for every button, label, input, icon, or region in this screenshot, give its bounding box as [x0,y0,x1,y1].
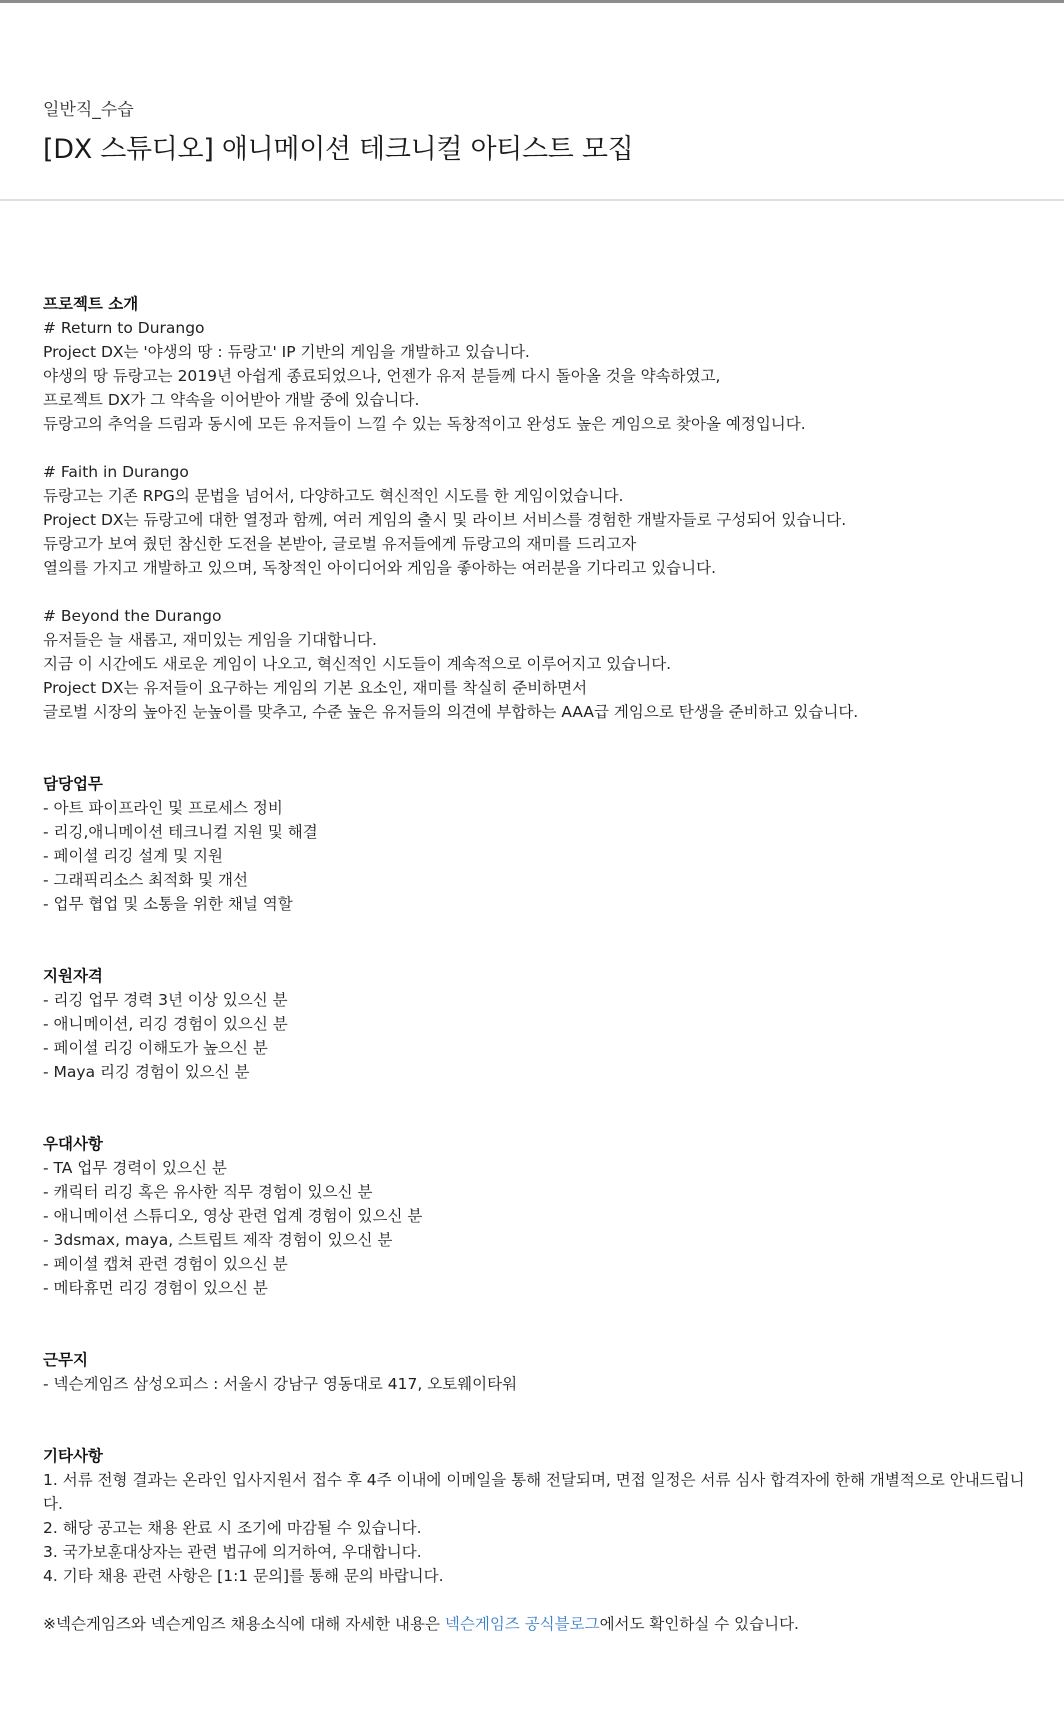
list-item: - 애니메이션, 리깅 경험이 있으신 분 [43,1015,288,1033]
spacer [43,1300,1028,1348]
paragraph-line: 글로벌 시장의 높아진 눈높이를 맞추고, 수준 높은 유저들의 의견에 부합하는 AAA급 게임으로 탄생을 준비하고 있습니다. [43,703,859,721]
blog-note-suffix: 에서도 확인하실 수 있습니다. [599,1615,799,1633]
paragraph-line: 야생의 땅 듀랑고는 2019년 아쉽게 종료되었으나, 언젠가 유저 분들께 다시 돌아올 것을 약속하였고, [43,367,721,385]
paragraph-line: # Return to Durango [43,319,205,337]
paragraph-line: # Faith in Durango [43,463,189,481]
page-title: [DX 스튜디오] 애니메이션 테크니컬 아티스트 모집 [43,134,634,165]
section-title-project: 프로젝트 소개 [43,295,139,313]
official-blog-link[interactable]: 넥슨게임즈 공식블로그 [444,1615,600,1633]
spacer [43,724,1028,772]
section-project [43,292,1028,724]
spacer [43,916,1028,964]
header-divider [0,199,1064,201]
posting-header [43,98,1023,169]
list-item: - 업무 협업 및 소통을 위한 채널 역할 [43,895,293,913]
spacer [43,1084,1028,1132]
list-item: 1. 서류 전형 결과는 온라인 입사지원서 접수 후 4주 이내에 이메일을 통해 전달되며, 면접 일정은 서류 심사 합격자에 한해 개별적으로 안내드립니다. [43,1471,1025,1513]
section-qualifications [43,964,1028,1084]
section-title-preferred: 우대사항 [43,1135,103,1153]
spacer [43,580,1028,604]
paragraph-line: Project DX는 '야생의 땅 : 듀랑고' IP 기반의 게임을 개발하고 있습니다. [43,343,530,361]
paragraph-line: Project DX는 듀랑고에 대한 열정과 함께, 여러 게임의 출시 및 라이브 서비스를 경험한 개발자들로 구성되어 있습니다. [43,511,847,529]
list-item: - Maya 리깅 경험이 있으신 분 [43,1063,250,1081]
paragraph-return-to-durango [43,316,1028,436]
list-item: - 넥슨게임즈 삼성오피스 : 서울시 강남구 영동대로 417, 오토웨이타워 [43,1375,518,1393]
paragraph-line: 프로젝트 DX가 그 약속을 이어받아 개발 중에 있습니다. [43,391,420,409]
paragraph-line: 지금 이 시간에도 새로운 게임이 나오고, 혁신적인 시도들이 계속적으로 이루어지고 있습니다. [43,655,672,673]
list-item: - TA 업무 경력이 있으신 분 [43,1159,227,1177]
spacer [43,1396,1028,1444]
blog-note-prefix: ※넥슨게임즈와 넥슨게임즈 채용소식에 대해 자세한 내용은 [43,1615,445,1633]
paragraph-line: # Beyond the Durango [43,607,222,625]
paragraph-line: Project DX는 유저들이 요구하는 게임의 기본 요소인, 재미를 착실히 준비하면서 [43,679,588,697]
paragraph-faith-in-durango [43,460,1028,580]
spacer [43,1588,1028,1612]
paragraph-line: 듀랑고는 기존 RPG의 문법을 넘어서, 다양하고도 혁신적인 시도를 한 게임이었습니다. [43,487,624,505]
list-item: - 리깅 업무 경력 3년 이상 있으신 분 [43,991,288,1009]
paragraph-line: 열의를 가지고 개발하고 있으며, 독창적인 아이디어와 게임을 좋아하는 여러분을 기다리고 있습니다. [43,559,717,577]
section-etc [43,1444,1028,1636]
paragraph-beyond-the-durango [43,604,1028,724]
section-title-duties: 담당업무 [43,775,103,793]
section-title-qualifications: 지원자격 [43,967,103,985]
list-item: - 페이셜 캡쳐 관련 경험이 있으신 분 [43,1255,288,1273]
blog-note [43,1612,1028,1636]
paragraph-line: 듀랑고의 추억을 드림과 동시에 모든 유저들이 느낄 수 있는 독창적이고 완성도 높은 게임으로 찾아올 예정입니다. [43,415,806,433]
posting-body [43,292,1028,1636]
list-item: - 페이셜 리깅 설계 및 지원 [43,847,223,865]
list-item: 3. 국가보훈대상자는 관련 법규에 의거하여, 우대합니다. [43,1543,422,1561]
paragraph-line: 유저들은 늘 새롭고, 재미있는 게임을 기대합니다. [43,631,377,649]
list-item: - 아트 파이프라인 및 프로세스 정비 [43,799,283,817]
job-category: 일반직_수습 [43,100,134,120]
spacer [43,436,1028,460]
list-item: - 캐릭터 리깅 혹은 유사한 직무 경험이 있으신 분 [43,1183,373,1201]
list-item: 2. 해당 공고는 채용 완료 시 조기에 마감될 수 있습니다. [43,1519,422,1537]
section-preferred [43,1132,1028,1300]
list-item: - 메타휴먼 리깅 경험이 있으신 분 [43,1279,268,1297]
list-item: 4. 기타 채용 관련 사항은 [1:1 문의]를 통해 문의 바랍니다. [43,1567,444,1585]
section-location [43,1348,1028,1396]
section-title-location: 근무지 [43,1351,88,1369]
list-item: - 애니메이션 스튜디오, 영상 관련 업계 경험이 있으신 분 [43,1207,423,1225]
list-item: - 그래픽리소스 최적화 및 개선 [43,871,248,889]
list-item: - 3dsmax, maya, 스트립트 제작 경험이 있으신 분 [43,1231,393,1249]
paragraph-line: 듀랑고가 보여 줬던 참신한 도전을 본받아, 글로벌 유저들에게 듀랑고의 재미를 드리고자 [43,535,637,553]
list-item: - 페이셜 리깅 이해도가 높으신 분 [43,1039,268,1057]
section-duties [43,772,1028,916]
section-title-etc: 기타사항 [43,1447,103,1465]
top-border [0,0,1064,3]
list-item: - 리깅,애니메이션 테크니컬 지원 및 해결 [43,823,318,841]
